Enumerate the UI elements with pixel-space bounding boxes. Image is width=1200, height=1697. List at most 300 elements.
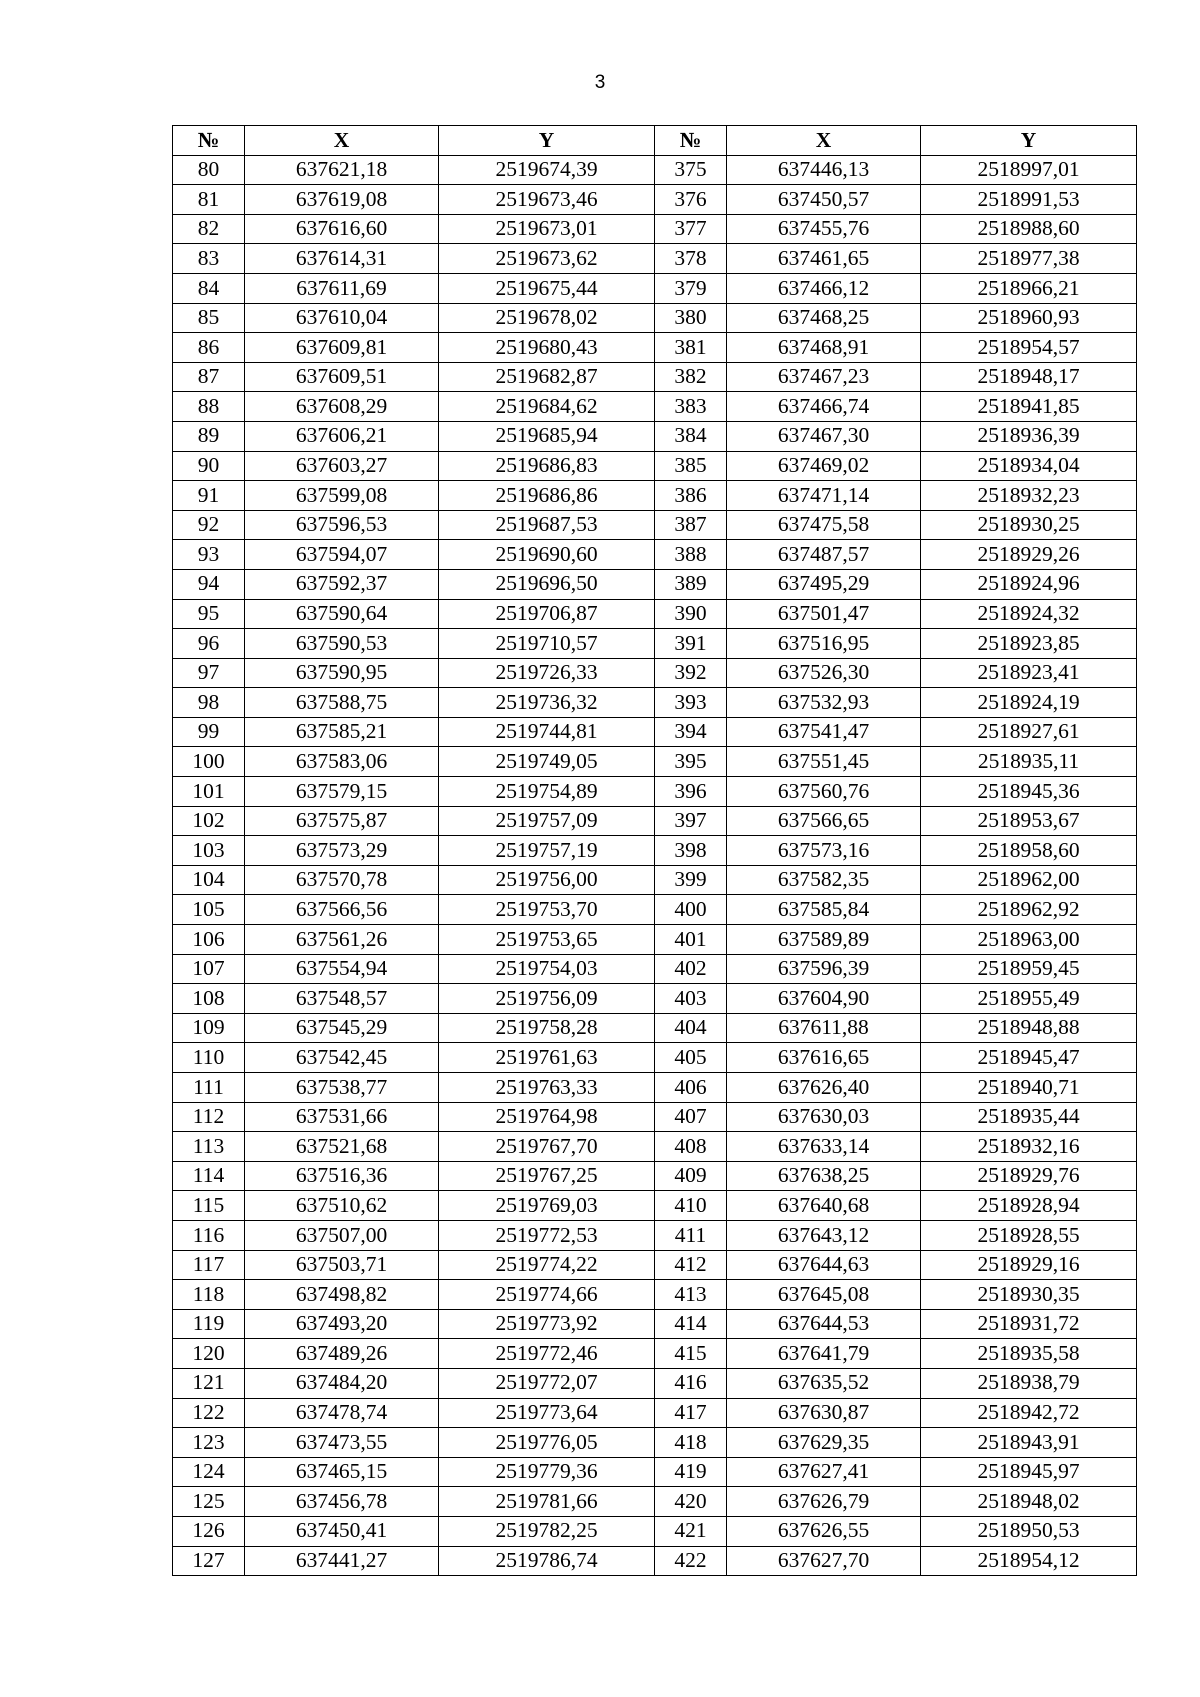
- table-row: [173, 1102, 1137, 1132]
- y-coord-left: 2519680,43: [439, 333, 655, 363]
- table-row: [173, 1457, 1137, 1487]
- point-number-left: 83: [173, 244, 245, 274]
- x-coord-left: 637489,26: [245, 1339, 439, 1369]
- y-coord-right: 2518931,72: [921, 1309, 1137, 1339]
- x-coord-right: 637573,16: [727, 836, 921, 866]
- point-number-right: 378: [655, 244, 727, 274]
- y-coord-right: 2518960,93: [921, 303, 1137, 333]
- x-coord-right: 637471,14: [727, 481, 921, 511]
- y-coord-right: 2518923,85: [921, 629, 1137, 659]
- x-coord-right: 637468,91: [727, 333, 921, 363]
- table-row: [173, 333, 1137, 363]
- point-number-left: 81: [173, 185, 245, 215]
- point-number-left: 82: [173, 214, 245, 244]
- y-coord-right: 2518935,58: [921, 1339, 1137, 1369]
- y-coord-right: 2518963,00: [921, 925, 1137, 955]
- point-number-left: 84: [173, 273, 245, 303]
- x-coord-left: 637621,18: [245, 155, 439, 185]
- y-coord-left: 2519758,28: [439, 1013, 655, 1043]
- x-coord-left: 637594,07: [245, 540, 439, 570]
- table-row: [173, 1428, 1137, 1458]
- x-coord-left: 637575,87: [245, 806, 439, 836]
- x-coord-left: 637503,71: [245, 1250, 439, 1280]
- y-coord-right: 2518935,44: [921, 1102, 1137, 1132]
- x-coord-left: 637619,08: [245, 185, 439, 215]
- point-number-right: 390: [655, 599, 727, 629]
- table-row: [173, 865, 1137, 895]
- point-number-left: 85: [173, 303, 245, 333]
- x-coord-right: 637466,74: [727, 392, 921, 422]
- x-coord-left: 637542,45: [245, 1043, 439, 1073]
- y-coord-left: 2519696,50: [439, 569, 655, 599]
- y-coord-left: 2519686,83: [439, 451, 655, 481]
- y-coord-right: 2518954,12: [921, 1546, 1137, 1576]
- table-row: [173, 629, 1137, 659]
- point-number-left: 88: [173, 392, 245, 422]
- point-number-right: 411: [655, 1220, 727, 1250]
- point-number-right: 398: [655, 836, 727, 866]
- x-coord-right: 637629,35: [727, 1428, 921, 1458]
- point-number-right: 381: [655, 333, 727, 363]
- x-coord-right: 637467,23: [727, 362, 921, 392]
- y-coord-left: 2519773,92: [439, 1309, 655, 1339]
- point-number-right: 402: [655, 954, 727, 984]
- y-coord-right: 2518966,21: [921, 273, 1137, 303]
- x-coord-right: 637611,88: [727, 1013, 921, 1043]
- y-coord-right: 2518923,41: [921, 658, 1137, 688]
- x-coord-right: 637501,47: [727, 599, 921, 629]
- x-coord-left: 637609,81: [245, 333, 439, 363]
- page-number: 3: [594, 72, 606, 93]
- x-coord-right: 637455,76: [727, 214, 921, 244]
- point-number-left: 80: [173, 155, 245, 185]
- x-coord-left: 637441,27: [245, 1546, 439, 1576]
- y-coord-left: 2519772,46: [439, 1339, 655, 1369]
- y-coord-left: 2519776,05: [439, 1428, 655, 1458]
- point-number-right: 391: [655, 629, 727, 659]
- table-row: [173, 1339, 1137, 1369]
- table-row: [173, 1368, 1137, 1398]
- point-number-right: 406: [655, 1073, 727, 1103]
- x-coord-left: 637561,26: [245, 925, 439, 955]
- table-row: [173, 1398, 1137, 1428]
- y-coord-right: 2518936,39: [921, 421, 1137, 451]
- y-coord-right: 2518929,16: [921, 1250, 1137, 1280]
- table-row: [173, 421, 1137, 451]
- table-row: [173, 1516, 1137, 1546]
- x-coord-right: 637630,03: [727, 1102, 921, 1132]
- y-coord-left: 2519690,60: [439, 540, 655, 570]
- table-row: [173, 569, 1137, 599]
- x-coord-right: 637644,53: [727, 1309, 921, 1339]
- point-number-right: 415: [655, 1339, 727, 1369]
- x-coord-right: 637487,57: [727, 540, 921, 570]
- table-row: [173, 836, 1137, 866]
- y-coord-left: 2519749,05: [439, 747, 655, 777]
- point-number-right: 389: [655, 569, 727, 599]
- point-number-left: 93: [173, 540, 245, 570]
- y-coord-right: 2518962,00: [921, 865, 1137, 895]
- y-coord-left: 2519754,89: [439, 777, 655, 807]
- y-coord-left: 2519779,36: [439, 1457, 655, 1487]
- y-coord-right: 2518977,38: [921, 244, 1137, 274]
- point-number-left: 127: [173, 1546, 245, 1576]
- x-coord-right: 637641,79: [727, 1339, 921, 1369]
- y-coord-left: 2519673,46: [439, 185, 655, 215]
- point-number-left: 101: [173, 777, 245, 807]
- point-number-right: 420: [655, 1487, 727, 1517]
- point-number-left: 102: [173, 806, 245, 836]
- x-coord-left: 637531,66: [245, 1102, 439, 1132]
- header-x-right: X: [727, 126, 921, 156]
- x-coord-left: 637608,29: [245, 392, 439, 422]
- point-number-right: 388: [655, 540, 727, 570]
- y-coord-right: 2518988,60: [921, 214, 1137, 244]
- x-coord-left: 637590,53: [245, 629, 439, 659]
- x-coord-right: 637566,65: [727, 806, 921, 836]
- x-coord-right: 637627,41: [727, 1457, 921, 1487]
- y-coord-right: 2518940,71: [921, 1073, 1137, 1103]
- y-coord-right: 2518928,94: [921, 1191, 1137, 1221]
- y-coord-right: 2518930,35: [921, 1280, 1137, 1310]
- x-coord-left: 637570,78: [245, 865, 439, 895]
- y-coord-left: 2519753,70: [439, 895, 655, 925]
- point-number-right: 408: [655, 1132, 727, 1162]
- x-coord-left: 637614,31: [245, 244, 439, 274]
- x-coord-left: 637521,68: [245, 1132, 439, 1162]
- point-number-left: 124: [173, 1457, 245, 1487]
- y-coord-left: 2519685,94: [439, 421, 655, 451]
- point-number-right: 385: [655, 451, 727, 481]
- table-row: [173, 1220, 1137, 1250]
- point-number-left: 117: [173, 1250, 245, 1280]
- point-number-left: 95: [173, 599, 245, 629]
- x-coord-right: 637450,57: [727, 185, 921, 215]
- y-coord-left: 2519682,87: [439, 362, 655, 392]
- y-coord-left: 2519757,19: [439, 836, 655, 866]
- table-row: [173, 658, 1137, 688]
- y-coord-right: 2518948,02: [921, 1487, 1137, 1517]
- x-coord-left: 637473,55: [245, 1428, 439, 1458]
- table-row: [173, 1546, 1137, 1576]
- x-coord-left: 637566,56: [245, 895, 439, 925]
- x-coord-left: 637596,53: [245, 510, 439, 540]
- x-coord-left: 637573,29: [245, 836, 439, 866]
- point-number-right: 422: [655, 1546, 727, 1576]
- point-number-right: 397: [655, 806, 727, 836]
- point-number-left: 123: [173, 1428, 245, 1458]
- point-number-left: 89: [173, 421, 245, 451]
- x-coord-right: 637469,02: [727, 451, 921, 481]
- x-coord-right: 637585,84: [727, 895, 921, 925]
- point-number-right: 395: [655, 747, 727, 777]
- x-coord-left: 637583,06: [245, 747, 439, 777]
- y-coord-right: 2518950,53: [921, 1516, 1137, 1546]
- y-coord-right: 2518991,53: [921, 185, 1137, 215]
- y-coord-right: 2518942,72: [921, 1398, 1137, 1428]
- x-coord-right: 637645,08: [727, 1280, 921, 1310]
- point-number-left: 106: [173, 925, 245, 955]
- header-x-left: X: [245, 126, 439, 156]
- point-number-right: 421: [655, 1516, 727, 1546]
- table-row: [173, 806, 1137, 836]
- y-coord-left: 2519744,81: [439, 717, 655, 747]
- y-coord-left: 2519754,03: [439, 954, 655, 984]
- point-number-right: 417: [655, 1398, 727, 1428]
- y-coord-left: 2519774,66: [439, 1280, 655, 1310]
- y-coord-right: 2518934,04: [921, 451, 1137, 481]
- point-number-right: 382: [655, 362, 727, 392]
- y-coord-left: 2519687,53: [439, 510, 655, 540]
- y-coord-right: 2518959,45: [921, 954, 1137, 984]
- y-coord-right: 2518929,76: [921, 1161, 1137, 1191]
- y-coord-left: 2519772,53: [439, 1220, 655, 1250]
- y-coord-right: 2518962,92: [921, 895, 1137, 925]
- y-coord-right: 2518927,61: [921, 717, 1137, 747]
- table-row: [173, 1073, 1137, 1103]
- y-coord-right: 2518924,32: [921, 599, 1137, 629]
- header-y-right: Y: [921, 126, 1137, 156]
- point-number-left: 120: [173, 1339, 245, 1369]
- point-number-left: 103: [173, 836, 245, 866]
- table-row: [173, 244, 1137, 274]
- x-coord-left: 637465,15: [245, 1457, 439, 1487]
- table-row: [173, 1161, 1137, 1191]
- y-coord-right: 2518958,60: [921, 836, 1137, 866]
- point-number-left: 96: [173, 629, 245, 659]
- y-coord-right: 2518932,23: [921, 481, 1137, 511]
- point-number-right: 399: [655, 865, 727, 895]
- x-coord-right: 637635,52: [727, 1368, 921, 1398]
- table-row: [173, 925, 1137, 955]
- x-coord-left: 637493,20: [245, 1309, 439, 1339]
- y-coord-right: 2518945,97: [921, 1457, 1137, 1487]
- point-number-left: 114: [173, 1161, 245, 1191]
- y-coord-left: 2519764,98: [439, 1102, 655, 1132]
- point-number-right: 401: [655, 925, 727, 955]
- point-number-left: 121: [173, 1368, 245, 1398]
- x-coord-left: 637611,69: [245, 273, 439, 303]
- table-row: [173, 1309, 1137, 1339]
- point-number-right: 414: [655, 1309, 727, 1339]
- point-number-right: 404: [655, 1013, 727, 1043]
- x-coord-left: 637588,75: [245, 688, 439, 718]
- table-row: [173, 747, 1137, 777]
- point-number-right: 418: [655, 1428, 727, 1458]
- y-coord-right: 2518943,91: [921, 1428, 1137, 1458]
- table-row: [173, 451, 1137, 481]
- x-coord-right: 637461,65: [727, 244, 921, 274]
- y-coord-right: 2518929,26: [921, 540, 1137, 570]
- point-number-left: 109: [173, 1013, 245, 1043]
- point-number-left: 97: [173, 658, 245, 688]
- y-coord-right: 2518938,79: [921, 1368, 1137, 1398]
- point-number-right: 383: [655, 392, 727, 422]
- table-row: [173, 1013, 1137, 1043]
- table-row: [173, 895, 1137, 925]
- point-number-right: 379: [655, 273, 727, 303]
- point-number-right: 413: [655, 1280, 727, 1310]
- y-coord-right: 2518932,16: [921, 1132, 1137, 1162]
- y-coord-left: 2519769,03: [439, 1191, 655, 1221]
- point-number-right: 376: [655, 185, 727, 215]
- x-coord-right: 637551,45: [727, 747, 921, 777]
- x-coord-left: 637590,64: [245, 599, 439, 629]
- x-coord-right: 637626,55: [727, 1516, 921, 1546]
- y-coord-left: 2519710,57: [439, 629, 655, 659]
- x-coord-right: 637643,12: [727, 1220, 921, 1250]
- point-number-left: 105: [173, 895, 245, 925]
- y-coord-left: 2519726,33: [439, 658, 655, 688]
- y-coord-left: 2519756,09: [439, 984, 655, 1014]
- x-coord-left: 637606,21: [245, 421, 439, 451]
- y-coord-right: 2518953,67: [921, 806, 1137, 836]
- point-number-left: 99: [173, 717, 245, 747]
- point-number-right: 400: [655, 895, 727, 925]
- x-coord-left: 637484,20: [245, 1368, 439, 1398]
- table-row: [173, 273, 1137, 303]
- table-row: [173, 688, 1137, 718]
- point-number-left: 90: [173, 451, 245, 481]
- point-number-right: 416: [655, 1368, 727, 1398]
- x-coord-left: 637610,04: [245, 303, 439, 333]
- y-coord-right: 2518955,49: [921, 984, 1137, 1014]
- x-coord-left: 637498,82: [245, 1280, 439, 1310]
- point-number-left: 107: [173, 954, 245, 984]
- table-row: [173, 1132, 1137, 1162]
- coordinates-table: [172, 125, 1137, 1576]
- y-coord-right: 2518928,55: [921, 1220, 1137, 1250]
- x-coord-left: 637478,74: [245, 1398, 439, 1428]
- y-coord-right: 2518945,47: [921, 1043, 1137, 1073]
- y-coord-left: 2519772,07: [439, 1368, 655, 1398]
- y-coord-left: 2519675,44: [439, 273, 655, 303]
- x-coord-right: 637626,40: [727, 1073, 921, 1103]
- x-coord-left: 637616,60: [245, 214, 439, 244]
- point-number-left: 113: [173, 1132, 245, 1162]
- table-row: [173, 1280, 1137, 1310]
- point-number-left: 116: [173, 1220, 245, 1250]
- y-coord-left: 2519674,39: [439, 155, 655, 185]
- table-row: [173, 540, 1137, 570]
- y-coord-left: 2519753,65: [439, 925, 655, 955]
- point-number-left: 119: [173, 1309, 245, 1339]
- x-coord-left: 637510,62: [245, 1191, 439, 1221]
- point-number-right: 386: [655, 481, 727, 511]
- point-number-right: 387: [655, 510, 727, 540]
- x-coord-left: 637516,36: [245, 1161, 439, 1191]
- y-coord-left: 2519706,87: [439, 599, 655, 629]
- point-number-right: 409: [655, 1161, 727, 1191]
- table-row: [173, 1191, 1137, 1221]
- table-row: [173, 954, 1137, 984]
- y-coord-left: 2519761,63: [439, 1043, 655, 1073]
- table-row: [173, 717, 1137, 747]
- point-number-right: 407: [655, 1102, 727, 1132]
- x-coord-right: 637644,63: [727, 1250, 921, 1280]
- table-row: [173, 185, 1137, 215]
- table-row: [173, 1487, 1137, 1517]
- point-number-left: 118: [173, 1280, 245, 1310]
- y-coord-left: 2519786,74: [439, 1546, 655, 1576]
- point-number-left: 126: [173, 1516, 245, 1546]
- point-number-left: 122: [173, 1398, 245, 1428]
- table-row: [173, 777, 1137, 807]
- y-coord-left: 2519767,25: [439, 1161, 655, 1191]
- y-coord-left: 2519773,64: [439, 1398, 655, 1428]
- x-coord-left: 637507,00: [245, 1220, 439, 1250]
- x-coord-left: 637579,15: [245, 777, 439, 807]
- x-coord-left: 637554,94: [245, 954, 439, 984]
- point-number-right: 394: [655, 717, 727, 747]
- point-number-right: 393: [655, 688, 727, 718]
- x-coord-right: 637638,25: [727, 1161, 921, 1191]
- header-y-left: Y: [439, 126, 655, 156]
- x-coord-left: 637585,21: [245, 717, 439, 747]
- point-number-right: 380: [655, 303, 727, 333]
- x-coord-right: 637468,25: [727, 303, 921, 333]
- point-number-left: 94: [173, 569, 245, 599]
- x-coord-right: 637633,14: [727, 1132, 921, 1162]
- x-coord-left: 637545,29: [245, 1013, 439, 1043]
- x-coord-right: 637541,47: [727, 717, 921, 747]
- point-number-right: 396: [655, 777, 727, 807]
- point-number-left: 125: [173, 1487, 245, 1517]
- y-coord-right: 2518948,88: [921, 1013, 1137, 1043]
- x-coord-right: 637495,29: [727, 569, 921, 599]
- point-number-left: 111: [173, 1073, 245, 1103]
- table-header: [173, 126, 1137, 156]
- header-number-right: №: [655, 126, 727, 156]
- point-number-left: 108: [173, 984, 245, 1014]
- y-coord-left: 2519767,70: [439, 1132, 655, 1162]
- x-coord-right: 637640,68: [727, 1191, 921, 1221]
- point-number-left: 115: [173, 1191, 245, 1221]
- y-coord-right: 2518941,85: [921, 392, 1137, 422]
- point-number-left: 110: [173, 1043, 245, 1073]
- x-coord-left: 637548,57: [245, 984, 439, 1014]
- y-coord-left: 2519736,32: [439, 688, 655, 718]
- x-coord-left: 637450,41: [245, 1516, 439, 1546]
- x-coord-right: 637630,87: [727, 1398, 921, 1428]
- point-number-right: 410: [655, 1191, 727, 1221]
- x-coord-right: 637560,76: [727, 777, 921, 807]
- x-coord-left: 637456,78: [245, 1487, 439, 1517]
- y-coord-left: 2519673,62: [439, 244, 655, 274]
- point-number-right: 405: [655, 1043, 727, 1073]
- x-coord-left: 637592,37: [245, 569, 439, 599]
- table-row: [173, 481, 1137, 511]
- x-coord-right: 637516,95: [727, 629, 921, 659]
- y-coord-left: 2519781,66: [439, 1487, 655, 1517]
- point-number-left: 98: [173, 688, 245, 718]
- table-row: [173, 155, 1137, 185]
- y-coord-left: 2519774,22: [439, 1250, 655, 1280]
- point-number-right: 392: [655, 658, 727, 688]
- y-coord-left: 2519678,02: [439, 303, 655, 333]
- point-number-right: 403: [655, 984, 727, 1014]
- y-coord-right: 2518997,01: [921, 155, 1137, 185]
- x-coord-right: 637446,13: [727, 155, 921, 185]
- y-coord-right: 2518945,36: [921, 777, 1137, 807]
- y-coord-left: 2519756,00: [439, 865, 655, 895]
- x-coord-left: 637609,51: [245, 362, 439, 392]
- y-coord-right: 2518924,19: [921, 688, 1137, 718]
- table-row: [173, 1043, 1137, 1073]
- x-coord-right: 637604,90: [727, 984, 921, 1014]
- table-row: [173, 599, 1137, 629]
- table-row: [173, 392, 1137, 422]
